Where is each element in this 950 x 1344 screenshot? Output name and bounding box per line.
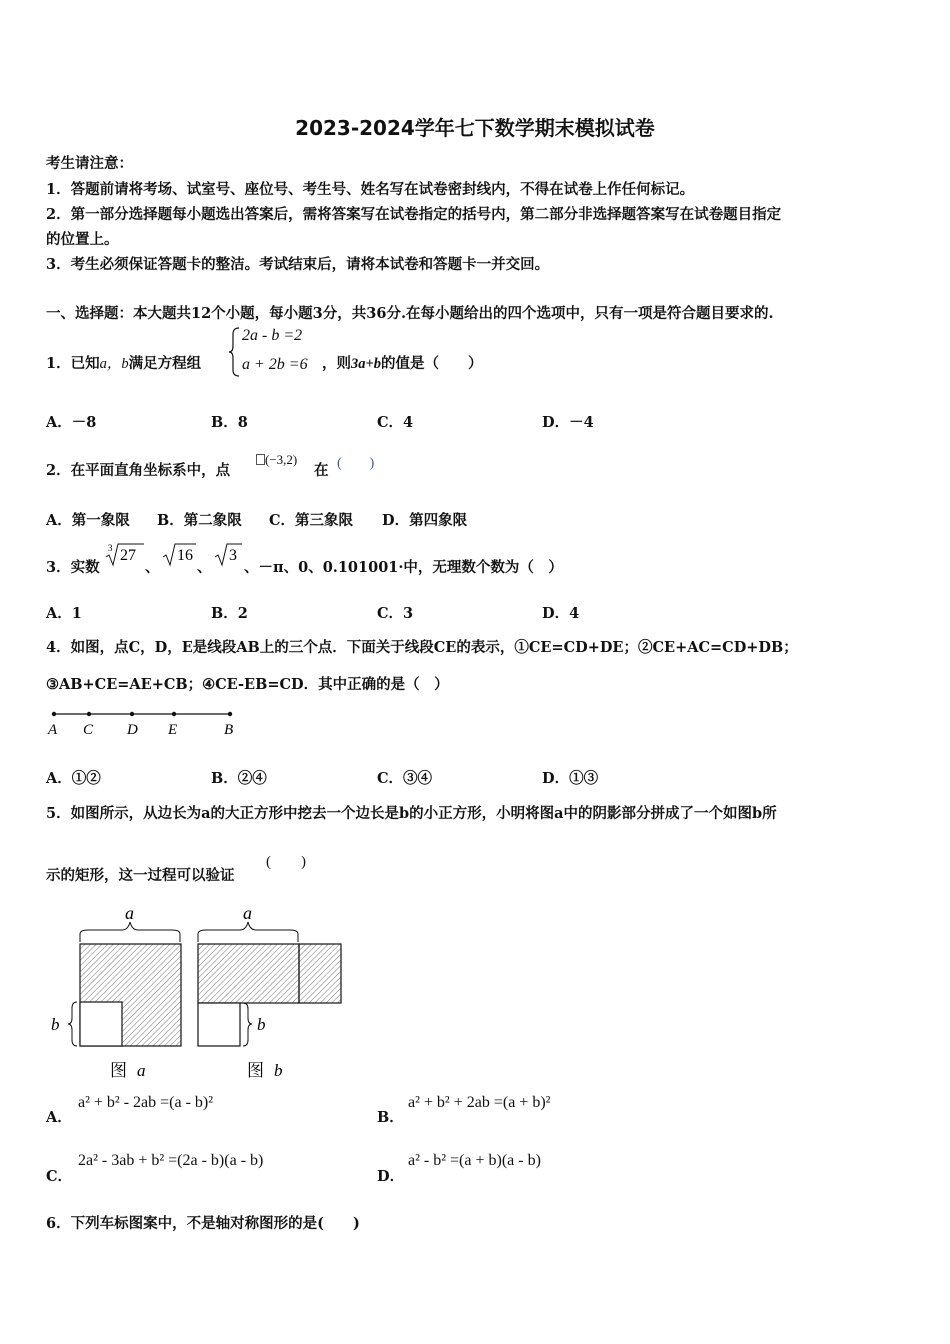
equation-1: 2a - b =2 (242, 327, 303, 344)
q5-option-b-label[interactable]: B． (377, 1109, 404, 1126)
small-square (198, 1003, 240, 1046)
square-figures (44, 900, 354, 1084)
question-5-line1: 5．如图所示，从边长为a的大正方形中挖去一个边长是b的小正方形，小明将图a中的阴影部分拼成了一个如图b所 (46, 805, 777, 822)
caption-a-prefix: 图 (110, 1061, 127, 1080)
separator: 、 (145, 559, 160, 576)
q1-option-a[interactable]: A．－8 (46, 414, 97, 431)
point-label-e: E (168, 722, 178, 738)
root-index: 3 (108, 543, 113, 553)
point-coordinate: (−3,2) (256, 452, 297, 468)
q4-option-b[interactable]: B．②④ (211, 770, 267, 787)
question-2-text: 2．在平面直角坐标系中，点 (46, 462, 231, 479)
point-label-d: D (127, 722, 138, 738)
q5-option-a-label[interactable]: A． (46, 1109, 72, 1126)
q2-option-b[interactable]: B．第二象限 (157, 512, 242, 529)
q3-option-d[interactable]: D．4 (542, 605, 580, 622)
point-dot (172, 712, 176, 716)
label-b: b (51, 1015, 60, 1034)
radicand-16: 16 (177, 547, 193, 564)
q2-option-c[interactable]: C．第三象限 (269, 512, 354, 529)
rectangle-part2 (299, 944, 341, 1003)
radicand-27: 27 (120, 547, 136, 564)
q2-option-d[interactable]: D．第四象限 (382, 512, 468, 529)
caption-a: a (137, 1061, 146, 1080)
q4-option-a[interactable]: A．①② (46, 770, 101, 787)
point-label-b: B (224, 722, 234, 738)
caption-b-prefix: 图 (247, 1061, 264, 1080)
question-4-line1: 4．如图，点C，D，E是线段AB上的三个点．下面关于线段CE的表示，①CE=CD+DE；②CE+AC=CD+DB； (46, 639, 798, 656)
notice-item: 的位置上。 (46, 231, 119, 248)
q4-option-c[interactable]: C．③④ (377, 770, 433, 787)
point-dot (87, 712, 91, 716)
point-label-c: C (83, 722, 94, 738)
question-4-line2: ③AB+CE=AE+CB；④CE-EB=CD．其中正确的是（ ） (46, 676, 449, 693)
cube-root-27 (104, 540, 144, 568)
q4-option-d[interactable]: D．①③ (542, 770, 599, 787)
notice-item: 2．第一部分选择题每小题选出答案后，需将答案写在试卷指定的括号内，第二部分非选择题答案写在试卷题目指定 (46, 206, 782, 223)
q5-option-c-formula[interactable]: 2a² - 3ab + b² =(2a - b)(a - b) (78, 1152, 264, 1169)
answer-paren: ( ) (266, 854, 306, 870)
rectangle-part1 (198, 944, 299, 1003)
q3-option-b[interactable]: B．2 (211, 605, 248, 622)
label-a: a (125, 903, 134, 923)
radicand-3: 3 (229, 547, 237, 564)
caption-b: b (274, 1061, 283, 1080)
segment-figure (44, 704, 244, 738)
label-a: a (243, 903, 252, 923)
q1-option-d[interactable]: D．－4 (542, 414, 594, 431)
point-dot (130, 712, 134, 716)
q5-option-b-formula[interactable]: a² + b² + 2ab =(a + b)² (408, 1094, 551, 1111)
question-1-text: 1．已知a，b满足方程组 (46, 355, 202, 372)
equation-2: a + 2b =6 (242, 356, 308, 373)
question-6-text: 6．下列车标图案中，不是轴对称图形的是( ) (46, 1215, 360, 1232)
question-2-mid: 在 (314, 462, 329, 479)
q5-option-c-label[interactable]: C． (46, 1168, 73, 1185)
sqrt-3 (214, 540, 242, 568)
q3-option-a[interactable]: A．1 (46, 605, 82, 622)
q5-option-a-formula[interactable]: a² + b² - 2ab =(a - b)² (78, 1094, 214, 1111)
q1-option-c[interactable]: C．4 (377, 414, 414, 431)
page-title: 2023-2024学年七下数学期末模拟试卷 (295, 116, 655, 140)
point-dot (52, 712, 56, 716)
label-b: b (257, 1015, 266, 1034)
notice-item: 1．答题前请将考场、试室号、座位号、考生号、姓名写在试卷密封线内，不得在试卷上作任何标记。 (46, 181, 695, 198)
brace-b (243, 1003, 252, 1046)
q3-option-c[interactable]: C．3 (377, 605, 414, 622)
missing-glyph-icon (256, 454, 265, 465)
brace-b (68, 1002, 77, 1046)
answer-paren: ( ) (337, 456, 375, 471)
section-heading: 一、选择题：本大题共12个小题，每小题3分，共36分.在每小题给出的四个选项中，只有一项是符合题目要求的. (46, 305, 774, 322)
q1-option-b[interactable]: B．8 (211, 414, 248, 431)
question-5-line2: 示的矩形，这一过程可以验证 (46, 867, 235, 884)
notice-heading: 考生请注意： (46, 155, 133, 172)
q2-option-a[interactable]: A．第一象限 (46, 512, 130, 529)
sqrt-16 (162, 540, 196, 568)
separator: 、 (197, 559, 212, 576)
point-dot (228, 712, 232, 716)
brace-a (198, 922, 298, 942)
small-square (80, 1002, 122, 1046)
question-1-suffix: ，则3a+b的值是（ ） (322, 355, 483, 372)
system-brace (228, 326, 242, 378)
question-3-prefix: 3．实数 (46, 559, 100, 576)
q5-option-d-label[interactable]: D． (377, 1168, 405, 1185)
question-3-rest: 、－π、0、0.101001·中，无理数个数为（ ） (244, 559, 563, 576)
point-label-a: A (48, 722, 58, 738)
q5-option-d-formula[interactable]: a² - b² =(a + b)(a - b) (408, 1152, 541, 1169)
notice-item: 3．考生必须保证答题卡的整洁。考试结束后，请将本试卷和答题卡一并交回。 (46, 256, 550, 273)
brace-a (80, 922, 180, 942)
